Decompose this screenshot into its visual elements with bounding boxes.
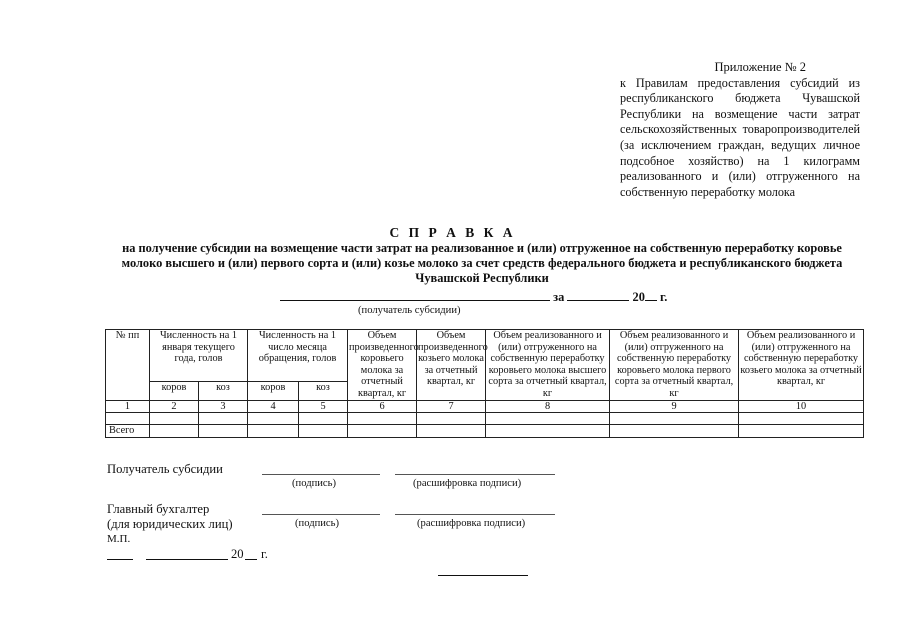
recipient-label: Получатель субсидии	[107, 462, 223, 476]
accountant-decode-line	[395, 514, 555, 515]
recipient-signature-line	[262, 474, 380, 475]
col-number: 7	[417, 400, 486, 413]
col-number: 1	[106, 400, 150, 413]
table-row	[106, 413, 864, 425]
date-day-line	[107, 559, 133, 560]
col-number: 10	[739, 400, 864, 413]
header-col10: Объем реализованного и (или) отгруженного на собственную переработку козьего молока за отчетный квартал, кг	[739, 330, 864, 401]
col-number: 3	[199, 400, 248, 413]
header-count-month: Численность на 1 число месяца обращения, голов	[248, 330, 348, 382]
recipient-za: за	[553, 290, 565, 304]
accountant-signature-caption: (подпись)	[295, 518, 339, 529]
col-number: 8	[486, 400, 610, 413]
annex-header: Приложение № 2	[714, 60, 806, 74]
header-goats-jan: коз	[199, 382, 248, 400]
annex-block	[620, 60, 860, 200]
col-number: 4	[248, 400, 299, 413]
recipient-blank	[280, 289, 550, 301]
date-year-line	[245, 559, 257, 560]
total-label: Всего	[106, 425, 150, 438]
date-g: г.	[261, 547, 268, 561]
date-year: 20	[231, 547, 244, 561]
header-cows-jan: коров	[150, 382, 199, 400]
total-row	[106, 425, 864, 438]
header-cows-month: коров	[248, 382, 299, 400]
quarter-blank	[567, 289, 629, 301]
date-month-line	[146, 559, 228, 560]
col-number: 9	[610, 400, 739, 413]
col-number: 6	[348, 400, 417, 413]
column-number-row	[106, 400, 864, 413]
recipient-g: г.	[660, 290, 668, 304]
recipient-caption: (получатель субсидии)	[358, 305, 461, 316]
data-table	[105, 329, 864, 438]
header-col7: Объем произведенного козьего молока за отчетный квартал, кг	[417, 330, 486, 401]
header-col9: Объем реализованного и (или) отгруженного на собственную переработку коровьего молока первого сорта за отчетный квартал, кг	[610, 330, 739, 401]
recipient-line	[280, 289, 667, 305]
bottom-line	[438, 575, 528, 576]
accountant-label: Главный бухгалтер	[107, 502, 210, 516]
accountant-sub: (для юридических лиц)	[107, 517, 233, 531]
document-subtitle: на получение субсидии на возмещение части затрат на реализованное и (или) отгруженное на собственную переработку коровье молоко высшего и (или) первого сорта и (или) козье молоко за счет средств федерального бюджета и республиканского бюджета Чувашской Республики	[121, 241, 843, 286]
year-blank	[645, 289, 657, 301]
header-goats-month: коз	[299, 382, 348, 400]
col-number: 2	[150, 400, 199, 413]
header-col8: Объем реализованного и (или) отгруженного на собственную переработку коровьего молока высшего сорта за отчетный квартал, кг	[486, 330, 610, 401]
header-count-jan: Численность на 1 января текущего года, голов	[150, 330, 248, 382]
header-col6: Объем произведенного коровьего молока за отчетный квартал, кг	[349, 330, 419, 399]
accountant-decode-caption: (расшифровка подписи)	[417, 518, 526, 529]
document-title: С П Р А В К А	[389, 225, 516, 240]
recipient-decode-caption: (расшифровка подписи)	[413, 478, 522, 489]
recipient-signature-caption: (подпись)	[292, 478, 336, 489]
header-num: № пп	[106, 330, 150, 401]
recipient-decode-line	[395, 474, 555, 475]
accountant-signature-line	[262, 514, 380, 515]
recipient-year: 20	[632, 290, 645, 304]
stamp-label: М.П.	[107, 533, 131, 545]
col-number: 5	[299, 400, 348, 413]
annex-text: к Правилам предоставления субсидий из республиканского бюджета Чувашской Республики на возмещение части затрат сельскохозяйственных товаропроизводителей (за исключением граждан, ведущих личное подсобное хозяйство) на 1 килограмм реализованного и (или) отгруженного на собственную переработку молока	[620, 75, 860, 199]
